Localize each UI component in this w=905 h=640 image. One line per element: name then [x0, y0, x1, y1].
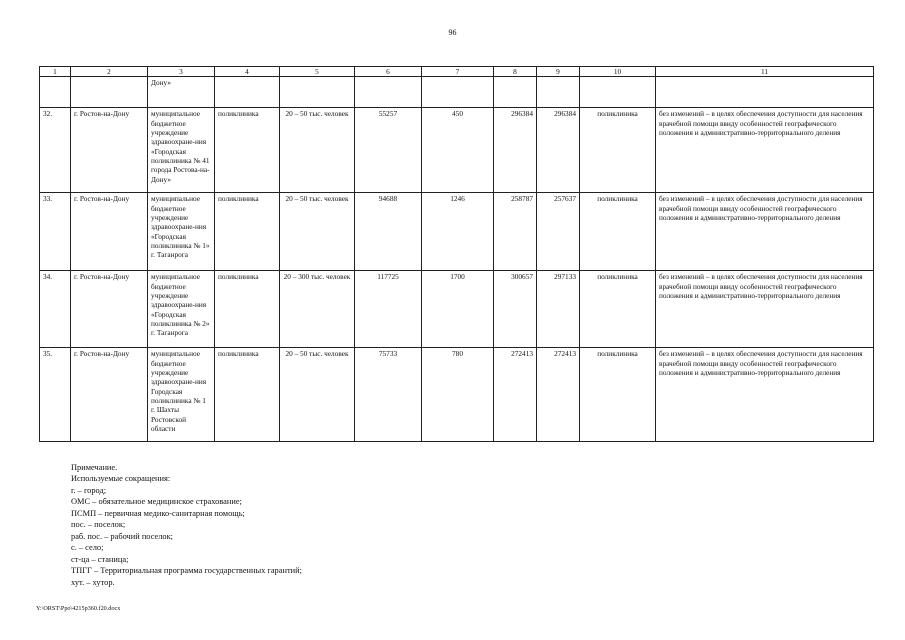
population-range: 20 – 50 тыс. человек [280, 193, 355, 271]
column-number: 5 [280, 67, 355, 77]
table-row [40, 108, 874, 193]
facility-type: поликлиника [215, 348, 280, 442]
value-col7: 1700 [422, 271, 494, 348]
value-col9: 296384 [537, 108, 580, 193]
decision-note: без изменений – в целях обеспечения доступности для населения врачебной помощи ввиду особенностей географического положения и административно-территориального деления [656, 271, 874, 348]
institution-name: муниципальное бюджетное учреждение здравоохране-ния «Городская поликлиника № 1» г. Таганрога [148, 193, 215, 271]
abbreviation-line: пос. – поселок; [71, 520, 126, 530]
column-number: 7 [422, 67, 494, 77]
value-col6: 75733 [355, 348, 422, 442]
column-number: 10 [580, 67, 656, 77]
city: г. Ростов-на-Дону [71, 271, 148, 348]
population-range: 20 – 50 тыс. человек [280, 348, 355, 442]
abbreviation-line: ПСМП – первичная медико-санитарная помощь; [71, 508, 245, 518]
value-col7: 450 [422, 108, 494, 193]
value-col8: 258787 [494, 193, 537, 271]
value-col10: поликлиника [580, 108, 656, 193]
facility-type: поликлиника [215, 108, 280, 193]
value-col8: 272413 [494, 348, 537, 442]
abbreviation-line: с. – село; [71, 543, 104, 553]
column-number: 11 [656, 67, 874, 77]
facility-type: поликлиника [215, 271, 280, 348]
table-row [40, 348, 874, 442]
value-col6: 117725 [355, 271, 422, 348]
value-col10: поликлиника [580, 348, 656, 442]
row-number: 35. [40, 348, 71, 442]
row-number: 33. [40, 193, 71, 271]
city: г. Ростов-на-Дону [71, 108, 148, 193]
abbreviation-line: г. – город; [71, 485, 107, 495]
table-row [40, 193, 874, 271]
value-col6: 94688 [355, 193, 422, 271]
value-col10: поликлиника [580, 271, 656, 348]
page-number: 96 [448, 28, 457, 37]
header-row [40, 67, 874, 77]
population-range: 20 – 50 тыс. человек [280, 108, 355, 193]
value-col9: 297133 [537, 271, 580, 348]
row-number: 34. [40, 271, 71, 348]
note-subheading: Используемые сокращения: [71, 474, 171, 484]
facility-type: поликлиника [215, 193, 280, 271]
population-range: 20 – 300 тыс. человек [280, 271, 355, 348]
column-number: 1 [40, 67, 71, 77]
facilities-table [39, 66, 874, 442]
column-number: 4 [215, 67, 280, 77]
column-number: 3 [148, 67, 215, 77]
abbreviation-line: ОМС – обязательное медицинское страхование; [71, 497, 242, 507]
city: г. Ростов-на-Дону [71, 348, 148, 442]
institution-name: муниципальное бюджетное учреждение здравоохране-ния «Городская поликлиника № 41 города Ростова-на-Дону» [148, 108, 215, 193]
institution-name: муниципальное бюджетное учреждение здравоохране-ния Городская поликлиника № 1 г. Шахты Ростовской области [148, 348, 215, 442]
value-col8: 296384 [494, 108, 537, 193]
institution-name: муниципальное бюджетное учреждение здравоохране-ния «Городская поликлиника № 2» г. Таганрога [148, 271, 215, 348]
value-col6: 55257 [355, 108, 422, 193]
abbreviations-notes [71, 462, 302, 588]
row-number: 32. [40, 108, 71, 193]
file-path-footer: Y:\ORST\Ppo\4215p360.f20.docx [36, 605, 121, 612]
column-number: 6 [355, 67, 422, 77]
value-col8: 300657 [494, 271, 537, 348]
decision-note: без изменений – в целях обеспечения доступности для населения врачебной помощи ввиду особенностей географического положения и административно-территориального деления [656, 193, 874, 271]
institution-name: Дону» [148, 77, 215, 108]
abbreviation-line: раб. пос. – рабочий поселок; [71, 531, 174, 541]
value-col9: 257637 [537, 193, 580, 271]
column-number: 8 [494, 67, 537, 77]
value-col7: 1246 [422, 193, 494, 271]
decision-note: без изменений – в целях обеспечения доступности для населения врачебной помощи ввиду особенностей географического положения и административно-территориального деления [656, 348, 874, 442]
abbreviation-line: ст-ца – станица; [71, 554, 129, 564]
table-row [40, 271, 874, 348]
value-col9: 272413 [537, 348, 580, 442]
city: г. Ростов-на-Дону [71, 193, 148, 271]
column-number: 9 [537, 67, 580, 77]
abbreviation-line: хут. – хутор. [71, 577, 115, 587]
abbreviation-line: ТПГГ – Территориальная программа государственных гарантий; [71, 566, 302, 576]
table-row-continued [40, 77, 874, 108]
value-col10: поликлиника [580, 193, 656, 271]
note-heading: Примечание. [71, 463, 118, 472]
decision-note: без изменений – в целях обеспечения доступности для населения врачебной помощи ввиду особенностей географического положения и административно-территориального деления [656, 108, 874, 193]
value-col7: 780 [422, 348, 494, 442]
column-number: 2 [71, 67, 148, 77]
